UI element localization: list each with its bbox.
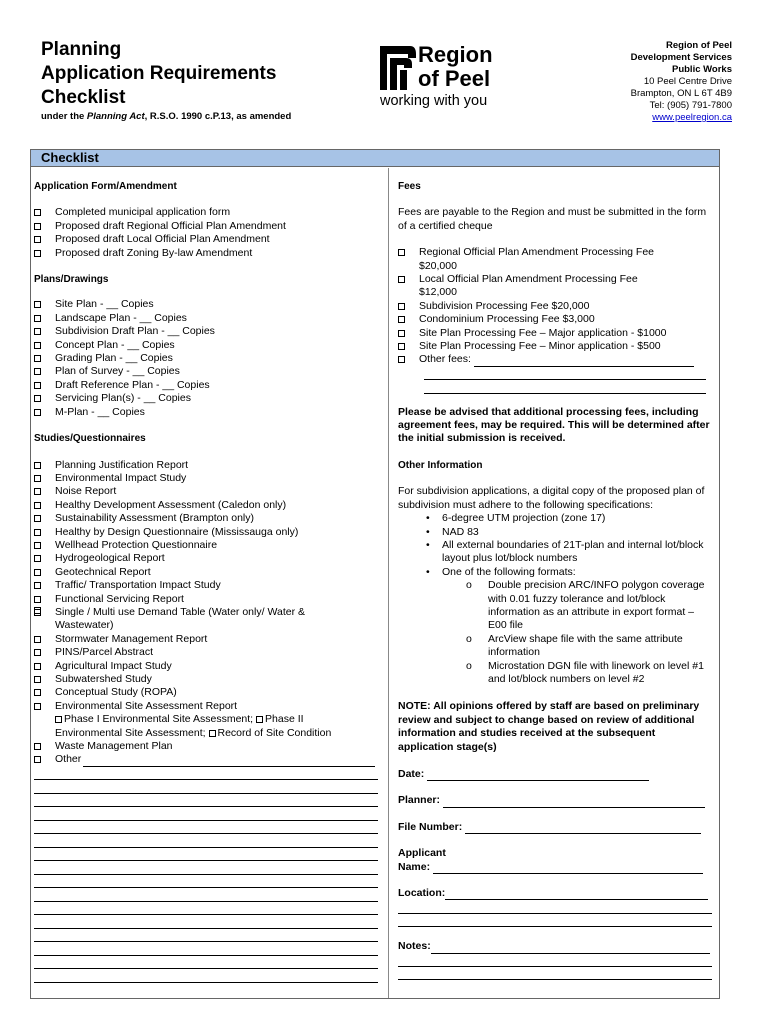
checkbox[interactable] [34, 475, 41, 482]
list-item-label: Environmental Impact Study [55, 471, 187, 484]
notes-input[interactable] [431, 942, 710, 954]
list-item [34, 646, 384, 659]
fee-item-label: $12,000 [419, 286, 457, 299]
checkbox[interactable] [34, 756, 41, 763]
list-item [34, 512, 384, 525]
applicant-name-field: Name: [398, 861, 713, 874]
application-heading: Application Form/Amendment [34, 181, 177, 192]
notes-label: Notes [398, 940, 428, 953]
checkbox[interactable] [34, 488, 41, 495]
format-item [398, 579, 713, 633]
list-item-label: PINS/Parcel Abstract [55, 646, 154, 659]
checkbox[interactable] [34, 649, 41, 656]
list-item-label: Grading Plan - __ Copies [55, 352, 173, 365]
fee-item-label: Condominium Processing Fee $3,000 [419, 313, 595, 326]
logo-line-2: of Peel [418, 66, 491, 91]
list-item [34, 233, 384, 246]
format-text: Microstation DGN file with linework on level #1 and lot/block numbers on level #2 [488, 659, 704, 685]
address-dept: Development Services [630, 52, 732, 63]
checkbox[interactable] [34, 555, 41, 562]
list-item [34, 552, 384, 565]
other-input[interactable] [83, 755, 375, 767]
checkbox[interactable] [398, 316, 405, 323]
checkbox[interactable] [34, 355, 41, 362]
fee-item [398, 300, 713, 313]
location-input[interactable] [445, 888, 708, 900]
column-divider [388, 168, 389, 998]
list-item-label: Healthy by Design Questionnaire (Mississauga only) [55, 525, 299, 538]
fee-item [398, 273, 713, 300]
format-marker: o [466, 659, 472, 672]
list-item-label: Proposed draft Regional Official Plan Amendment [55, 219, 286, 232]
esa-phase1: Phase I Environmental Site Assessment; [64, 713, 257, 726]
demand-line-2: Wastewater) [55, 619, 114, 632]
address-tel: Tel: (905) 791-7800 [649, 100, 732, 111]
fee-item-label: $20,000 [419, 259, 457, 272]
list-item [34, 459, 384, 472]
list-item [34, 740, 384, 753]
list-item-label: Stormwater Management Report [55, 632, 208, 645]
demand-ww: Water & [267, 605, 305, 618]
checkbox[interactable] [55, 716, 62, 723]
list-item [34, 220, 384, 233]
plans-list [34, 298, 384, 419]
checkbox[interactable] [34, 689, 41, 696]
demand-water: Water only/ [211, 605, 268, 618]
fee-item [398, 327, 713, 340]
region-of-peel-logo [380, 42, 500, 112]
list-item-label: Subwatershed Study [55, 673, 152, 685]
list-item [34, 660, 384, 673]
planner-label: Planner [398, 794, 437, 807]
list-item-label: Completed municipal application form [55, 206, 231, 219]
title-line-2: Application Requirements [41, 63, 277, 84]
file-number-label: File Number [398, 820, 459, 833]
notes-field: Notes: [398, 940, 713, 953]
page-title [41, 38, 341, 110]
list-item [34, 566, 384, 579]
applicant-label: Applicant [398, 847, 446, 860]
date-input[interactable] [427, 769, 649, 781]
spec-item: • One of the following formats: [398, 566, 713, 579]
spec-item: • NAD 83 [398, 526, 713, 539]
checkbox[interactable] [34, 382, 41, 389]
list-item-label: Environmental Site Assessment Report [55, 699, 238, 712]
checkbox[interactable] [398, 356, 405, 363]
region-of-peel-mark-icon [380, 42, 416, 90]
list-item-label: Proposed draft Local Official Plan Amendment [55, 233, 270, 246]
list-item [34, 539, 384, 552]
list-item [34, 312, 384, 325]
list-item-label: Landscape Plan - __ Copies [55, 311, 187, 324]
checklist-header [31, 150, 719, 167]
checkbox[interactable] [34, 582, 41, 589]
planner-field: Planner: [398, 794, 713, 807]
checkbox[interactable] [34, 743, 41, 750]
checkbox[interactable] [34, 315, 41, 322]
format-marker: o [466, 579, 472, 592]
location-field: Location: [398, 887, 713, 900]
checkbox[interactable] [34, 607, 41, 614]
other-fees-input[interactable] [474, 355, 694, 367]
list-item-label: Hydrogeological Report [55, 552, 165, 565]
application-list [34, 206, 384, 260]
fee-item-label: Site Plan Processing Fee – Minor application - $500 [419, 340, 661, 353]
checkbox[interactable] [34, 368, 41, 375]
list-item [34, 579, 384, 592]
checkbox[interactable] [34, 663, 41, 670]
list-item [398, 353, 713, 366]
date-label: Date [398, 768, 421, 780]
esa-line-2 [34, 727, 384, 740]
checklist-title: Checklist [41, 150, 99, 165]
checkbox[interactable] [34, 596, 41, 603]
fee-item-label: Subdivision Processing Fee $20,000 [419, 299, 590, 312]
list-item [34, 298, 384, 311]
address-division: Public Works [671, 64, 732, 75]
checkbox[interactable] [34, 703, 41, 710]
list-item-label: Concept Plan - __ Copies [55, 338, 175, 351]
spec-item: • 6-degree UTM projection (zone 17) [398, 512, 713, 525]
checkbox[interactable] [34, 462, 41, 469]
fee-item-label: Local Official Plan Amendment Processing Fee [419, 273, 638, 286]
left-column [34, 180, 384, 983]
other-info-text: For subdivision applications, a digital copy of the proposed plan of subdivision must adhere to the following specifications: [398, 485, 705, 511]
esa-line2a: Environmental Site Assessment; [55, 726, 209, 739]
checkbox[interactable] [34, 301, 41, 308]
list-item-label: Conceptual Study (ROPA) [55, 686, 177, 699]
list-item [34, 247, 384, 260]
studies-list-a [34, 459, 384, 606]
list-item [34, 700, 384, 713]
fee-item-label: Site Plan Processing Fee – Major application - $1000 [419, 326, 667, 339]
format-text: ArcView shape file with the same attribute information [488, 632, 683, 659]
checkbox[interactable] [209, 730, 216, 737]
list-item [34, 753, 384, 766]
list-item [34, 499, 384, 512]
list-item [34, 406, 384, 419]
notes-line[interactable] [398, 954, 712, 967]
esa-phase2: Phase II [265, 713, 304, 726]
fee-item-label: Regional Official Plan Amendment Processing Fee [419, 246, 655, 259]
checkbox[interactable] [398, 249, 405, 256]
list-item [34, 206, 384, 219]
list-item-label: Draft Reference Plan - __ Copies [55, 378, 210, 391]
format-marker: o [466, 632, 472, 645]
file-number-input[interactable] [465, 822, 701, 834]
checkbox[interactable] [398, 330, 405, 337]
checkbox[interactable] [34, 395, 41, 402]
checkbox[interactable] [34, 569, 41, 576]
name-label: Name [398, 860, 427, 873]
demand-pre: Single / Multi use Demand Table ( [55, 605, 212, 618]
list-item [34, 325, 384, 338]
note-text: NOTE: All opinions offered by staff are based on preliminary review and subject to change based on review of additional information and studies received at the subsequent application stage(s) [398, 700, 700, 753]
list-item-label: Wellhead Protection Questionnaire [55, 538, 218, 551]
fee-item [398, 246, 713, 273]
subtitle-act: Planning Act [86, 111, 145, 122]
list-item-label: Sustainability Assessment (Brampton only) [55, 512, 255, 525]
esa-line-1 [34, 713, 384, 726]
other-fees-lines[interactable] [398, 367, 713, 394]
title-line-1: Planning [41, 39, 122, 60]
address-street: 10 Peel Centre Drive [643, 76, 732, 87]
date-field: Date: [398, 768, 713, 781]
list-item [34, 352, 384, 365]
other-info-heading: Other Information [398, 459, 483, 471]
checkbox[interactable] [34, 676, 41, 683]
location-line[interactable] [398, 914, 712, 927]
title-line-3: Checklist [41, 87, 126, 108]
notes-line[interactable] [398, 967, 712, 980]
list-item [34, 379, 384, 392]
advisory-text: Please be advised that additional processing fees, including agreement fees, may be required. This will be determined after the initial submission is received. [398, 405, 710, 445]
fees-heading: Fees [398, 181, 421, 192]
list-item-label: Geotechnical Report [55, 565, 151, 578]
other-fees-label: Other fees: [419, 353, 474, 366]
location-label: Location [398, 887, 442, 900]
fees-list [398, 246, 713, 353]
checkbox[interactable] [34, 328, 41, 335]
checkbox[interactable] [34, 409, 41, 416]
page-subtitle [41, 111, 291, 122]
planner-input[interactable] [443, 796, 705, 808]
checkbox[interactable] [34, 236, 41, 243]
logo-line-1: Region [418, 42, 493, 67]
fee-item [398, 313, 713, 326]
file-number-field: File Number: [398, 821, 713, 834]
checkbox[interactable] [34, 542, 41, 549]
logo-tagline: working with you [380, 93, 488, 109]
studies-heading: Studies/Questionnaires [34, 433, 146, 445]
list-item [34, 633, 384, 646]
checkbox[interactable] [34, 502, 41, 509]
other-lines[interactable] [34, 767, 384, 983]
list-item [34, 606, 384, 619]
list-item-label: Traffic/ Transportation Impact Study [55, 579, 221, 592]
subtitle-pre: under the [41, 111, 87, 122]
list-item [34, 526, 384, 539]
format-item [398, 633, 713, 660]
checkbox[interactable] [398, 276, 405, 283]
list-item [34, 686, 384, 699]
list-item-label: Plan of Survey - __ Copies [55, 365, 180, 378]
list-item [34, 485, 384, 498]
spec-item: • All external boundaries of 21T-plan and internal lot/block layout plus lot/block numbers [398, 539, 713, 566]
list-item-label: Agricultural Impact Study [55, 659, 172, 672]
list-item-label: Healthy Development Assessment (Caledon only) [55, 498, 287, 511]
checkbox[interactable] [34, 223, 41, 230]
list-item [34, 673, 384, 686]
format-text: Double precision ARC/INFO polygon coverage with 0.01 fuzzy tolerance and lot/block information as an attribute in export format – E00 file [488, 579, 705, 632]
checkbox[interactable] [34, 636, 41, 643]
checkbox[interactable] [34, 209, 41, 216]
checkbox[interactable] [256, 716, 263, 723]
list-item-label: Planning Justification Report [55, 458, 189, 471]
checkbox[interactable] [398, 343, 405, 350]
subtitle-post: , R.S.O. 1990 c.P.13, as amended [144, 111, 292, 122]
list-item-label: Site Plan - __ Copies [55, 298, 154, 311]
location-line[interactable] [398, 900, 712, 913]
list-item-label: Proposed draft Zoning By-law Amendment [55, 246, 253, 259]
checkbox[interactable] [34, 342, 41, 349]
list-item [34, 365, 384, 378]
list-item-label: Noise Report [55, 485, 117, 498]
list-item [34, 472, 384, 485]
list-item [34, 392, 384, 405]
address-block [532, 40, 732, 124]
studies-list-b [34, 633, 384, 713]
list-item-label: Subdivision Draft Plan - __ Copies [55, 325, 215, 338]
other-label: Other [55, 753, 82, 766]
checkbox[interactable] [398, 303, 405, 310]
list-item-label: M-Plan - __ Copies [55, 405, 145, 418]
list-item-label: Servicing Plan(s) - __ Copies [55, 392, 191, 405]
website-link[interactable]: www.peelregion.ca [652, 112, 732, 123]
fee-item [398, 340, 713, 353]
right-column [398, 180, 713, 980]
checkbox[interactable] [34, 250, 41, 257]
plans-heading: Plans/Drawings [34, 274, 109, 286]
applicant-name-input[interactable] [433, 862, 703, 874]
waste-label: Waste Management Plan [55, 740, 173, 753]
fees-text: Fees are payable to the Region and must be submitted in the form of a certified cheque [398, 206, 707, 232]
address-org: Region of Peel [666, 40, 732, 51]
checkbox[interactable] [34, 515, 41, 522]
esa-record: Record of Site Condition [217, 726, 332, 739]
list-item-label: Functional Servicing Report [55, 592, 184, 605]
list-item [34, 339, 384, 352]
checkbox[interactable] [34, 529, 41, 536]
list-item [34, 593, 384, 606]
address-city: Brampton, ON L 6T 4B9 [630, 88, 732, 99]
format-item [398, 660, 713, 687]
